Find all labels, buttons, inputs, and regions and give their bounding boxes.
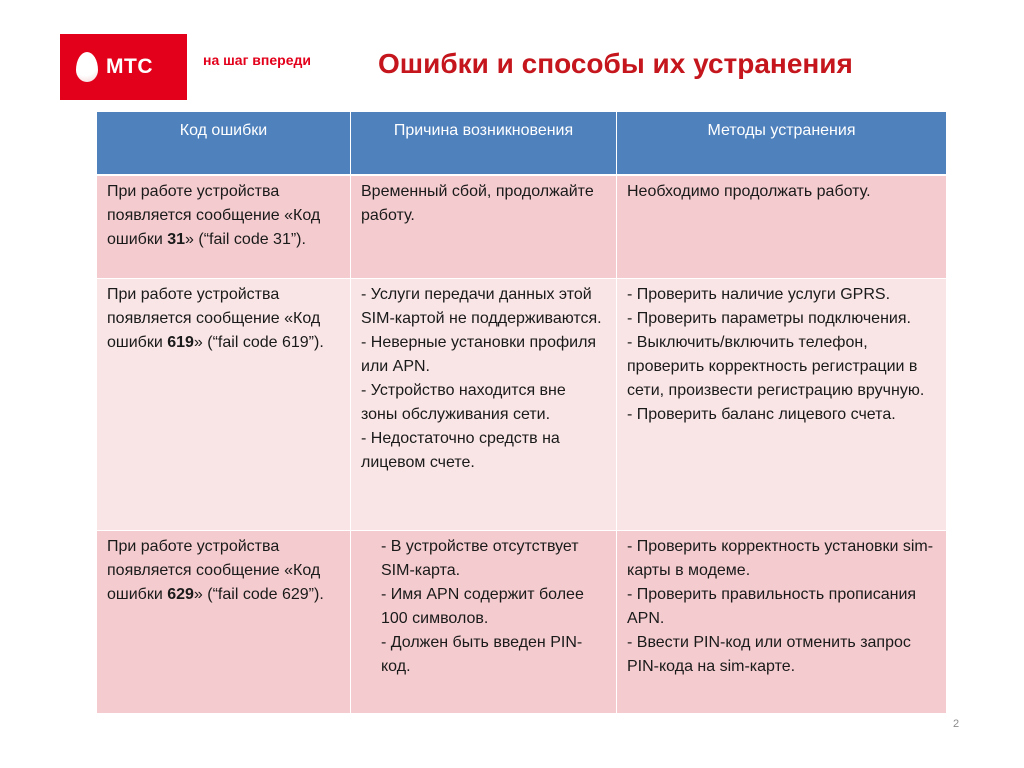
code-number: 619 xyxy=(167,334,194,351)
method-item: - Проверить правильность прописания APN. xyxy=(627,586,917,627)
cause-item: Временный сбой, продолжайте работу. xyxy=(361,182,594,224)
cause-item: - Должен быть введен PIN-код. xyxy=(381,634,583,675)
errors-table-wrap xyxy=(96,111,946,714)
method-item: - Проверить параметры подключения. xyxy=(627,310,911,327)
page-title: Ошибки и способы их устранения xyxy=(378,48,853,79)
code-suffix: » (“fail code 629”). xyxy=(193,586,324,603)
error-code-cell xyxy=(97,175,351,279)
logo-text: МТС xyxy=(106,55,153,78)
page-number: 2 xyxy=(953,718,960,730)
table-header-row xyxy=(97,112,947,175)
method-item: - Проверить корректность установки sim-карты в модеме. xyxy=(627,538,934,579)
egg-icon xyxy=(76,52,98,82)
table-row xyxy=(97,531,947,714)
method-item: Необходимо продолжать работу. xyxy=(627,182,871,200)
errors-table xyxy=(96,111,947,714)
methods-cell xyxy=(617,531,947,714)
cause-item: - Недостаточно средств на лицевом счете. xyxy=(361,430,560,471)
cause-cell xyxy=(351,175,617,279)
cause-item: - Устройство находится вне зоны обслуживания сети. xyxy=(361,382,566,423)
code-suffix: » (“fail code 619”). xyxy=(193,334,324,351)
method-item: - Проверить наличие услуги GPRS. xyxy=(627,286,891,303)
cause-item: - В устройстве отсутствует SIM-карта. xyxy=(381,538,579,579)
code-number: 629 xyxy=(167,586,194,603)
header-cause: Причина возникновения xyxy=(351,112,617,175)
method-item: - Ввести PIN-код или отменить запрос PIN-кода на sim-карте. xyxy=(627,634,911,675)
code-suffix: » (“fail code 31”). xyxy=(185,230,306,248)
error-code-cell xyxy=(97,531,351,714)
table-row xyxy=(97,175,947,279)
cause-item: - Услуги передачи данных этой SIM-картой не поддерживаются. xyxy=(361,286,602,327)
table-row xyxy=(97,279,947,531)
methods-cell xyxy=(617,175,947,279)
code-prefix: При работе устройства появляется сообщение «Код ошибки xyxy=(107,286,321,351)
header-methods: Методы устранения xyxy=(617,112,947,175)
cause-item: - Неверные установки профиля или APN. xyxy=(361,334,597,375)
cause-cell xyxy=(351,531,617,714)
mts-logo xyxy=(60,34,187,100)
code-prefix: При работе устройства появляется сообщение «Код ошибки xyxy=(107,182,321,248)
cause-item: - Имя APN содержит более 100 символов. xyxy=(381,586,584,627)
methods-cell xyxy=(617,279,947,531)
method-item: - Проверить баланс лицевого счета. xyxy=(627,406,896,423)
tagline: на шаг впереди xyxy=(203,52,311,68)
code-prefix: При работе устройства появляется сообщение «Код ошибки xyxy=(107,538,321,603)
cause-cell xyxy=(351,279,617,531)
error-code-cell xyxy=(97,279,351,531)
header-code: Код ошибки xyxy=(97,112,351,175)
method-item: - Выключить/включить телефон, проверить корректность регистрации в сети, произвести регистрацию вручную. xyxy=(627,334,925,399)
code-number: 31 xyxy=(167,230,186,248)
